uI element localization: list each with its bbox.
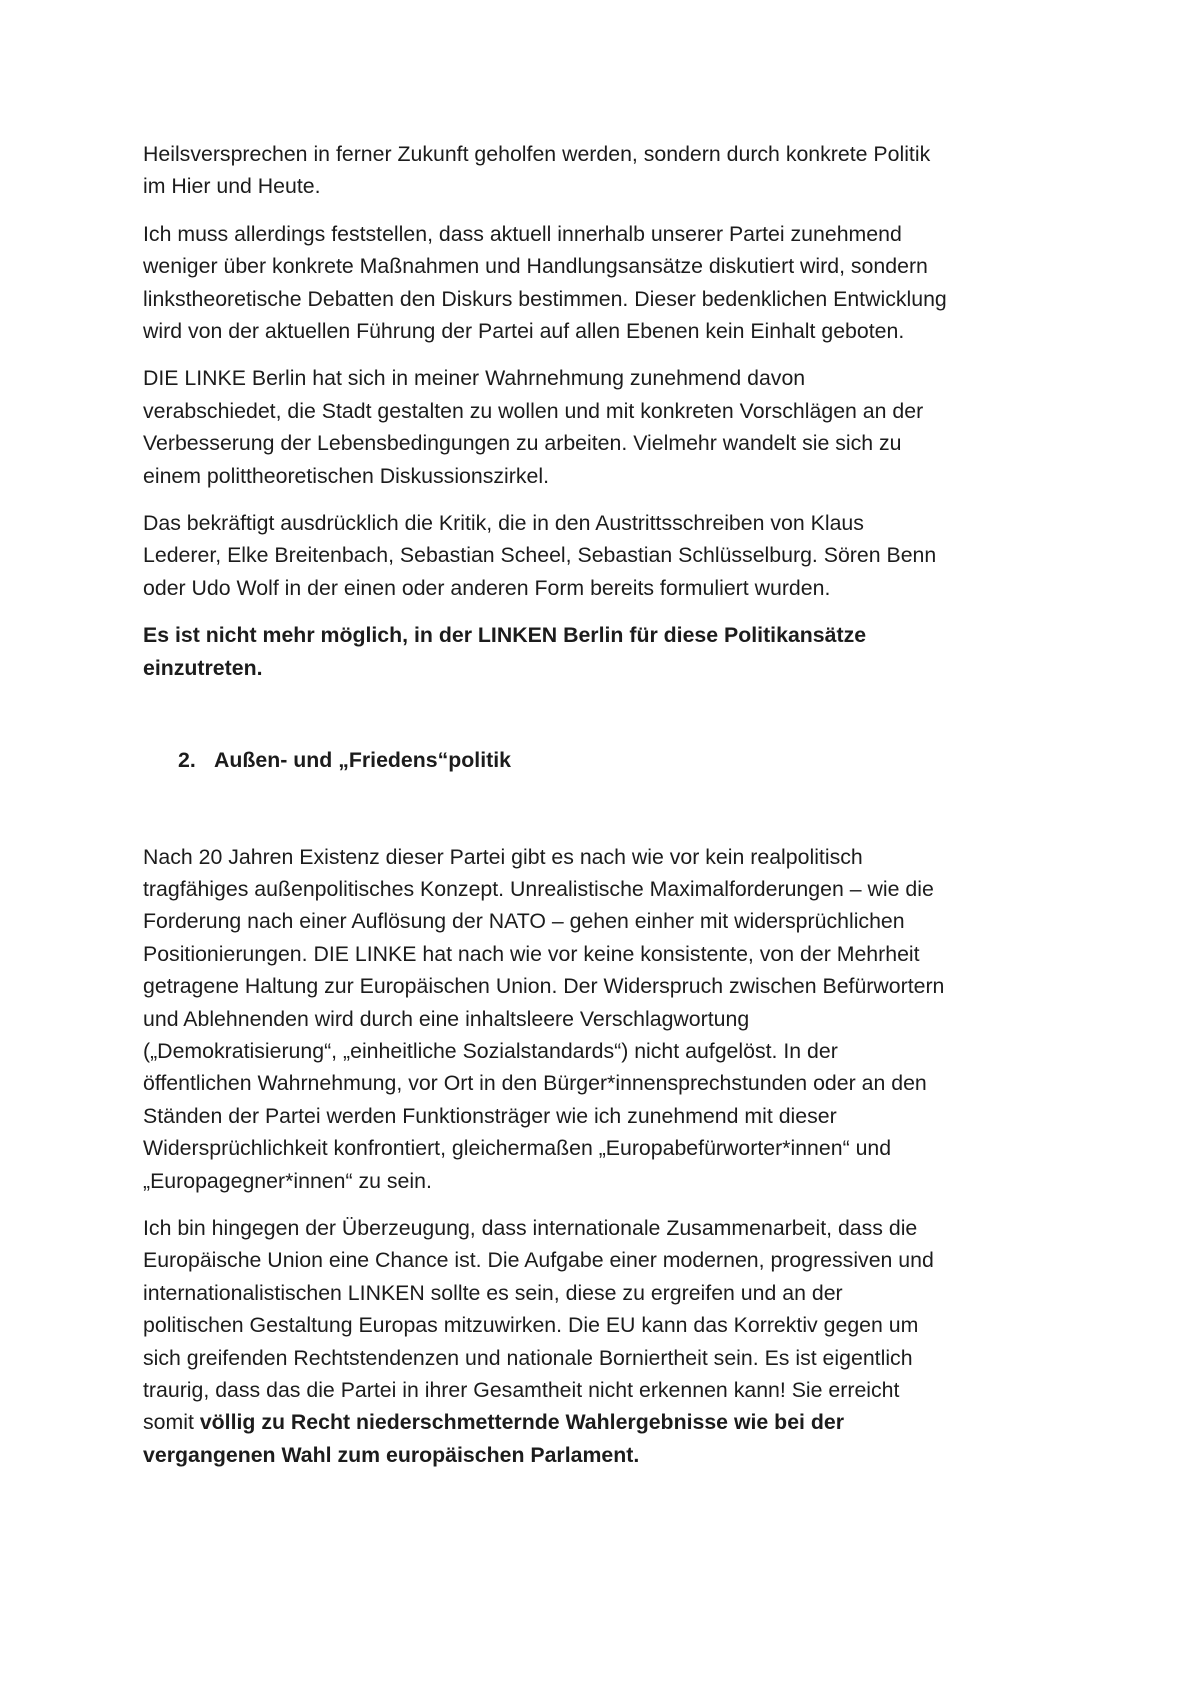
section-heading <box>143 744 1073 776</box>
text-line: tragfähiges außenpolitisches Konzept. Unrealistische Maximalforderungen – wie die <box>143 876 934 901</box>
text-line: internationalistischen LINKEN sollte es sein, diese zu ergreifen und an der <box>143 1280 843 1305</box>
text-line: linkstheoretische Debatten den Diskurs bestimmen. Dieser bedenklichen Entwicklung <box>143 286 947 311</box>
text-line: Ich bin hingegen der Überzeugung, dass internationale Zusammenarbeit, dass die <box>143 1215 918 1240</box>
text-line: Es ist nicht mehr möglich, in der LINKEN Berlin für diese Politikansätze <box>143 623 867 648</box>
paragraph-2 <box>143 218 1073 348</box>
text-line: einzutreten. <box>143 655 263 680</box>
text-line-mixed <box>143 1406 1073 1438</box>
paragraph-1 <box>143 138 1073 203</box>
text-line: öffentlichen Wahrnehmung, vor Ort in den Bürger*innensprechstunden oder an den <box>143 1071 927 1096</box>
text-line: Das bekräftigt ausdrücklich die Kritik, die in den Austrittsschreiben von Klaus <box>143 511 864 536</box>
text-line-bold: vergangenen Wahl zum europäischen Parlament. <box>143 1442 640 1467</box>
paragraph-4 <box>143 507 1073 604</box>
text-line: Europäische Union eine Chance ist. Die Aufgabe einer modernen, progressiven und <box>143 1248 934 1273</box>
text-line: („Demokratisierung“, „einheitliche Sozialstandards“) nicht aufgelöst. In der <box>143 1038 838 1063</box>
paragraph-5-bold-statement <box>143 619 1073 684</box>
text-line: Verbesserung der Lebensbedingungen zu arbeiten. Vielmehr wandelt sie sich zu <box>143 431 902 456</box>
paragraph-6 <box>143 841 1073 1197</box>
text-bold-segment: völlig zu Recht niederschmetternde Wahlergebnisse wie bei der <box>199 1410 845 1435</box>
text-line: getragene Haltung zur Europäischen Union. Der Widerspruch zwischen Befürwortern <box>143 974 945 999</box>
text-line: „Europagegner*innen“ zu sein. <box>143 1168 432 1193</box>
document-body <box>143 138 1073 1486</box>
text-line: Ich muss allerdings feststellen, dass aktuell innerhalb unserer Partei zunehmend <box>143 221 902 246</box>
text-line: traurig, dass das die Partei in ihrer Gesamtheit nicht erkennen kann! Sie erreicht <box>143 1378 900 1402</box>
text-line: Nach 20 Jahren Existenz dieser Partei gibt es nach wie vor kein realpolitisch <box>143 844 863 869</box>
text-line: Lederer, Elke Breitenbach, Sebastian Scheel, Sebastian Schlüsselburg. Sören Benn <box>143 543 937 568</box>
text-line: sich greifenden Rechtstendenzen und nationale Borniertheit sein. Es ist eigentlich <box>143 1345 913 1370</box>
text-line: DIE LINKE Berlin hat sich in meiner Wahrnehmung zunehmend davon <box>143 366 806 391</box>
paragraph-7 <box>143 1212 1073 1471</box>
text-line: im Hier und Heute. <box>143 174 321 199</box>
paragraph-3 <box>143 362 1073 492</box>
text-line: weniger über konkrete Maßnahmen und Handlungsansätze diskutiert wird, sondern <box>143 254 928 279</box>
text-line: politischen Gestaltung Europas mitzuwirken. Die EU kann das Korrektiv gegen um <box>143 1313 919 1338</box>
text-line: Heilsversprechen in ferner Zukunft geholfen werden, sondern durch konkrete Politik <box>143 142 931 166</box>
text-line: verabschiedet, die Stadt gestalten zu wollen und mit konkreten Vorschlägen an der <box>143 398 924 423</box>
text-line: oder Udo Wolf in der einen oder anderen Form bereits formuliert wurden. <box>143 575 831 600</box>
text-line: Widersprüchlichkeit konfrontiert, gleichermaßen „Europabefürworter*innen“ und <box>143 1136 892 1161</box>
text-line: Positionierungen. DIE LINKE hat nach wie vor keine konsistente, von der Mehrheit <box>143 941 920 966</box>
text-normal-segment: somit <box>143 1410 200 1435</box>
text-line: Forderung nach einer Auflösung der NATO – gehen einher mit widersprüchlichen <box>143 909 905 934</box>
section-title: Außen- und „Friedens“politik <box>214 748 511 773</box>
text-line: und Ablehnenden wird durch eine inhaltsleere Verschlagwortung <box>143 1006 750 1031</box>
text-line: einem polittheoretischen Diskussionszirkel. <box>143 463 550 488</box>
text-line: wird von der aktuellen Führung der Partei auf allen Ebenen kein Einhalt geboten. <box>143 319 905 344</box>
section-number: 2. <box>178 748 196 773</box>
text-line: Ständen der Partei werden Funktionsträger wie ich zunehmend mit dieser <box>143 1103 837 1128</box>
